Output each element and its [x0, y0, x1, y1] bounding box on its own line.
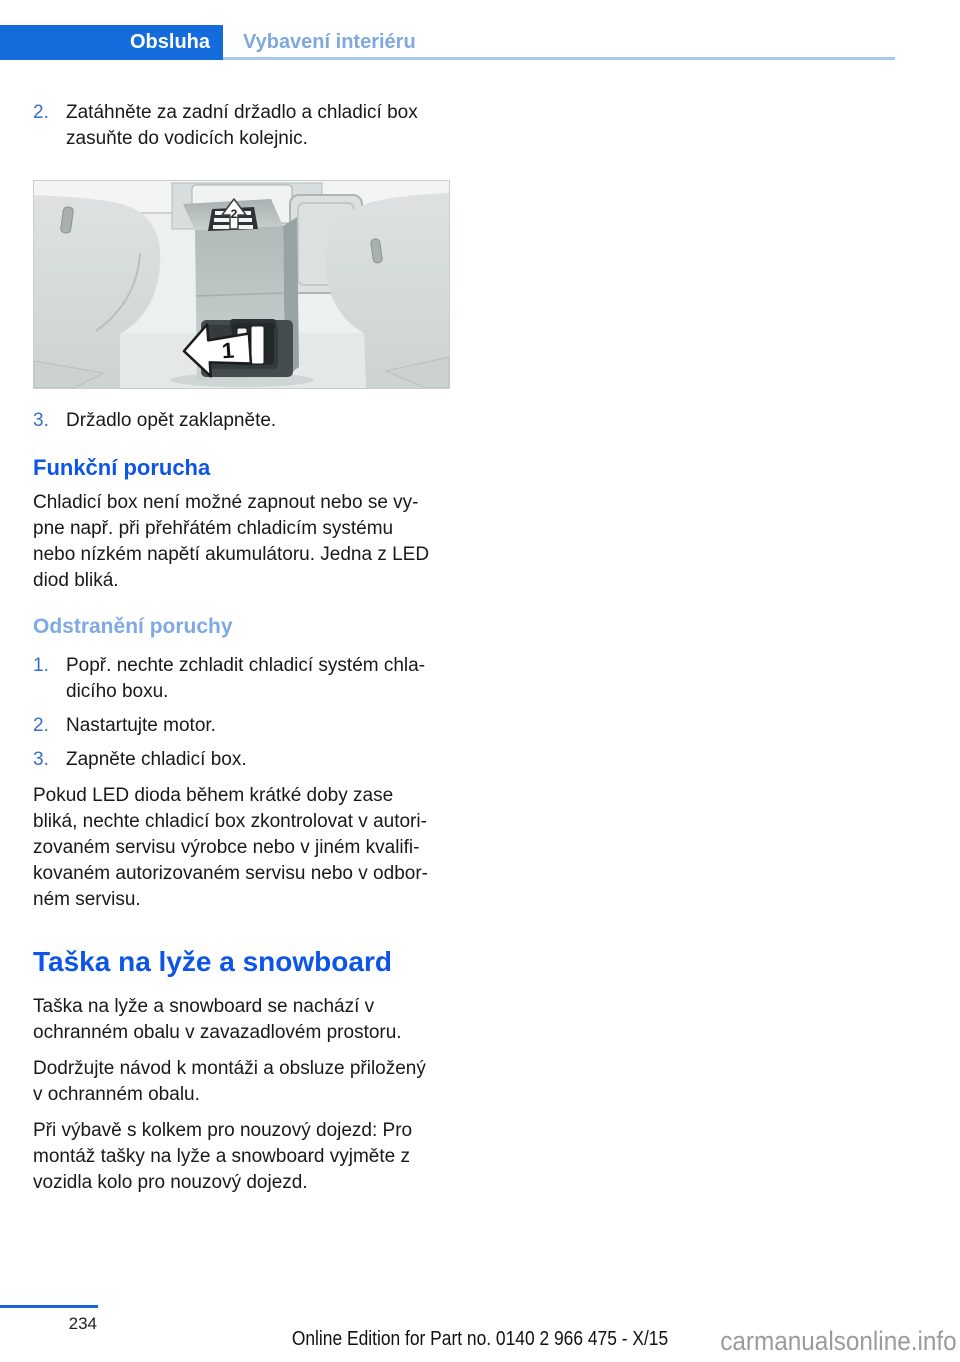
- step-text: Držadlo opět zaklapněte.: [66, 410, 277, 431]
- figure-label-2: 2: [230, 207, 238, 221]
- ski-bag-paragraph-3: Při výbavě s kolkem pro nouzový dojezd: Pro montáž tašky na lyže a snowboard vyjměte z vozidla kolo pro nouzový dojezd.: [33, 1120, 413, 1193]
- fault-section-title: Funkční porucha: [33, 455, 211, 480]
- edition-note: Online Edition for Part no. 0140 2 966 475 - X/15: [291, 1328, 669, 1350]
- watermark-text: carmanualsonline.info: [720, 1326, 957, 1356]
- step-number: 2.: [33, 102, 49, 123]
- step-number: 3.: [33, 410, 49, 431]
- remedy-section-title: Odstranění poruchy: [33, 615, 233, 638]
- step-number: 3.: [33, 749, 49, 770]
- cooling-box-illustration: [34, 181, 449, 388]
- step-text: Nastartujte motor.: [66, 715, 216, 736]
- remedy-note-paragraph: Pokud LED dioda během krátké doby zase bliká, nechte chladicí box zkontrolovat v autori- zovaném servisu výrobce nebo v jiném kvalifi- kovaném autorizovaném servisu nebo v odbor- ném servisu.: [33, 785, 428, 910]
- trunk-cooling-box-figure: [33, 180, 450, 389]
- header-section-title: Vybavení interiéru: [243, 31, 416, 53]
- remedy-item-2: [33, 713, 473, 739]
- fault-paragraph: Chladicí box není možné zapnout nebo se vy- pne např. při přehřátém chladicím systému nebo nízkém napětí akumulátoru. Jedna z LED diod bliká.: [33, 492, 430, 591]
- figure-label-1: 1: [221, 337, 235, 364]
- step-item-3: [33, 408, 473, 434]
- header-chapter-tab: Obsluha: [0, 25, 223, 60]
- footer-accent-line: [0, 1305, 98, 1308]
- step-item-2: [33, 100, 473, 152]
- remedy-item-1: [33, 653, 473, 705]
- content-column: [33, 100, 473, 1196]
- remedy-item-3: [33, 747, 473, 773]
- page-number: 234: [68, 1314, 97, 1333]
- step-number: 1.: [33, 655, 49, 676]
- header-underline: [223, 57, 895, 60]
- ski-bag-paragraph-2: Dodržujte návod k montáži a obsluze přiložený v ochranném obalu.: [33, 1058, 426, 1105]
- step-text: Zapněte chladicí box.: [66, 749, 247, 770]
- ski-bag-paragraph-1: Taška na lyže a snowboard se nachází v ochranném obalu v zavazadlovém prostoru.: [33, 996, 402, 1043]
- step-text: Zatáhněte za zadní držadlo a chladicí box zasuňte do vodicích kolejnic.: [66, 102, 418, 149]
- cooling-box: [182, 199, 299, 381]
- step-number: 2.: [33, 715, 49, 736]
- step-text: Popř. nechte zchladit chladicí systém chla- dicího boxu.: [66, 655, 426, 702]
- ski-bag-section-title: Taška na lyže a snowboard: [33, 946, 392, 977]
